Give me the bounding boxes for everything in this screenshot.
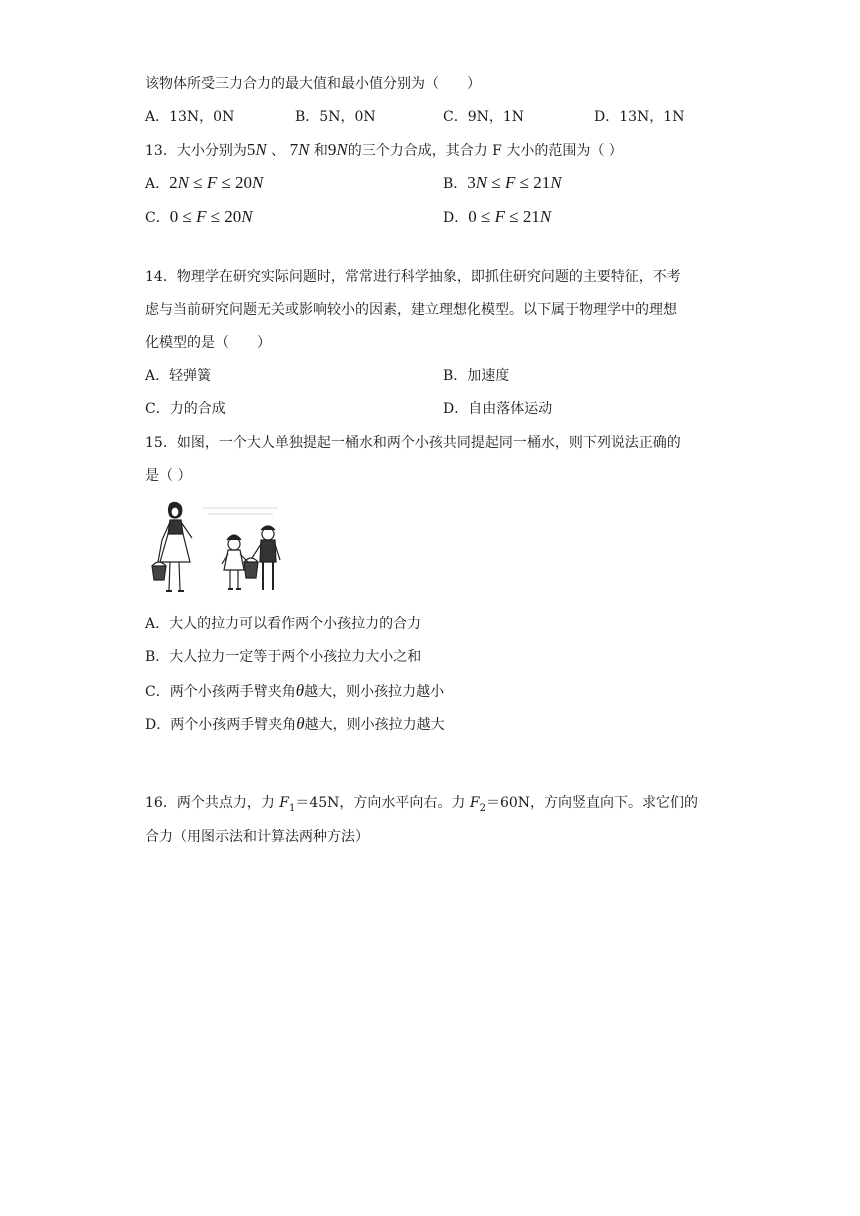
q12-option-d: D．13N，1N	[594, 109, 685, 125]
theta-symbol: θ	[296, 714, 305, 733]
q14-option-a: A．轻弹簧	[145, 368, 212, 384]
q12-stem: 该物体所受三力合力的最大值和最小值分别为（ ）	[145, 76, 481, 92]
q13-force-2: 7N	[289, 140, 310, 159]
q15-stem-line-1: 15．如图，一个大人单独提起一桶水和两个小孩共同提起同一桶水，则下列说法正确的	[145, 435, 681, 451]
q13-option-b: B．3N ≤ F ≤ 21N	[443, 173, 562, 192]
q15-option-b: B．大人拉力一定等于两个小孩拉力大小之和	[145, 649, 422, 665]
q14-stem-line-2: 虑与当前研究问题无关或影响较小的因素，建立理想化模型。以下属于物理学中的理想	[145, 302, 677, 318]
q13-force-1: 5N	[246, 140, 267, 159]
q15-option-c: C．两个小孩两手臂夹角θ越大，则小孩拉力越小	[145, 681, 445, 700]
q13-option-d: D．0 ≤ F ≤ 21N	[443, 207, 552, 226]
q15-option-d: D．两个小孩两手臂夹角θ越大，则小孩拉力越大	[145, 714, 445, 733]
q14-stem-line-1: 14．物理学在研究实际问题时，常常进行科学抽象，即抓住研究问题的主要特征，不考	[145, 269, 681, 285]
adult-and-children-buckets-figure	[148, 500, 283, 600]
q13-option-a: A．2N ≤ F ≤ 20N	[145, 173, 264, 192]
q12-option-b: B．5N，0N	[295, 109, 376, 125]
q14-option-b: B．加速度	[443, 368, 510, 384]
q13-option-c: C．0 ≤ F ≤ 20N	[145, 207, 253, 226]
q12-option-c: C．9N，1N	[443, 109, 525, 125]
q14-option-d: D．自由落体运动	[443, 401, 553, 417]
q15-stem-line-2: 是（ ）	[145, 468, 192, 484]
q16-stem-line-1: 16．两个共点力，力 $F_1=45N$，方向水平向右。力 $F_2=60N$，方向竖直向下。求它们的	[145, 795, 699, 814]
q13-stem: 13．大小分别为5N 、 7N 和9N的三个力合成，其合力 F 大小的范围为（ ）	[145, 140, 623, 159]
q15-option-a: A．大人的拉力可以看作两个小孩拉力的合力	[145, 616, 422, 632]
q12-option-a: A．13N，0N	[145, 109, 235, 125]
q13-force-3: 9N	[327, 140, 348, 159]
q16-stem-line-2: 合力（用图示法和计算法两种方法）	[145, 829, 369, 845]
theta-symbol: θ	[295, 681, 305, 700]
q14-stem-line-3: 化模型的是（ ）	[145, 335, 271, 351]
q14-option-c: C．力的合成	[145, 401, 226, 417]
